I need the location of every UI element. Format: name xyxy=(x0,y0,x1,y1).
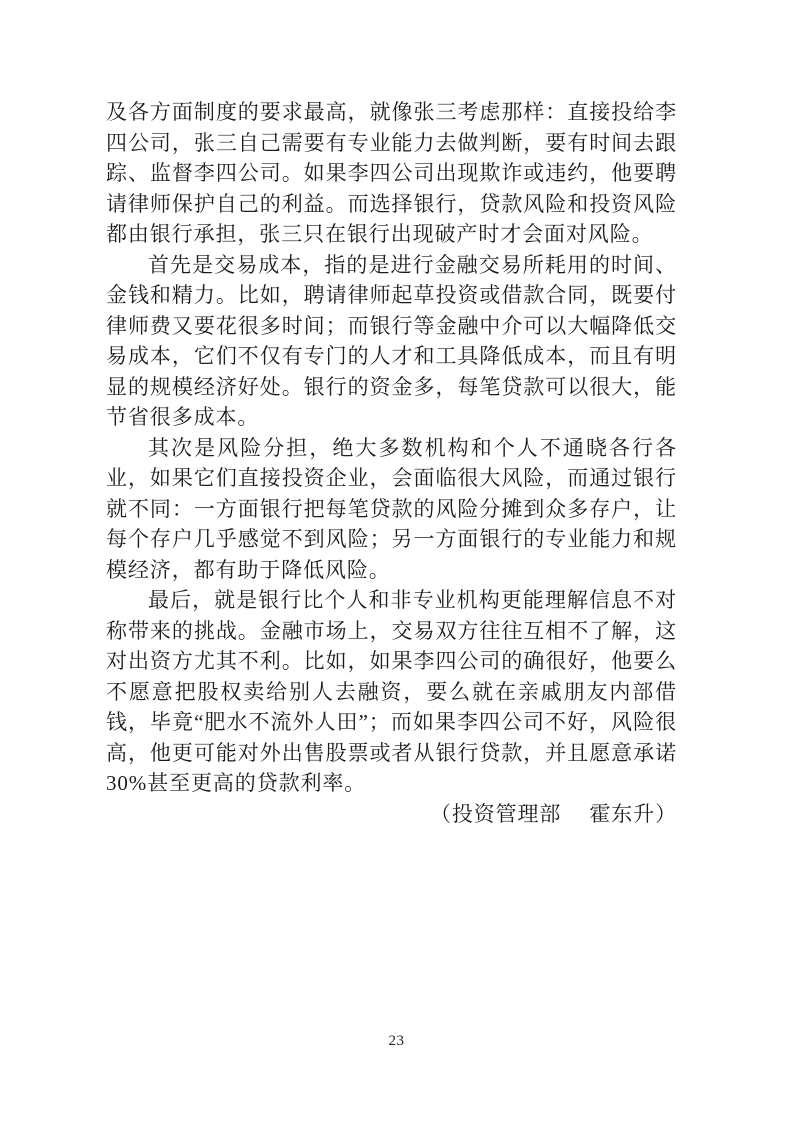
paragraph-transaction-costs: 首先是交易成本，指的是进行金融交易所耗用的时间、金钱和精力。比如，聘请律师起草投资或借款合同，既要付律师费又要花很多时间；而银行等金融中介可以大幅降低交易成本，它们不仅有专门的人才和工具降低成本，而且有明显的规模经济好处。银行的资金多，每笔贷款可以很大，能节省很多成本。 xyxy=(106,252,677,429)
attribution-line: （投资管理部 霍东升） xyxy=(429,801,677,826)
body-text-block xyxy=(106,97,677,829)
paragraph-risk-sharing: 其次是风险分担，绝大多数机构和个人不通晓各行各业，如果它们直接投资企业，会面临很大风险，而通过银行就不同：一方面银行把每笔贷款的风险分摊到众多存户，让每个存户几乎感觉不到风险；另一方面银行的专业能力和规模经济，都有助于降低风险。 xyxy=(106,435,677,582)
page-number: 23 xyxy=(388,1033,405,1049)
paragraph-information-asymmetry: 最后，就是银行比个人和非专业机构更能理解信息不对称带来的挑战。金融市场上，交易双方往往互相不了解，这对出资方尤其不利。比如，如果李四公司的确很好，他要么不愿意把股权卖给别人去融资，要么就在亲戚朋友内部借钱，毕竟“肥水不流外人田”；而如果李四公司不好，风险很高，他更可能对外出售股票或者从银行贷款，并且愿意承诺 30%甚至更高的贷款利率。 xyxy=(106,588,677,795)
paragraph-continuation-direct-investment: 及各方面制度的要求最高，就像张三考虑那样：直接投给李四公司，张三自己需要有专业能力去做判断，要有时间去跟踪、监督李四公司。如果李四公司出现欺诈或违约，他要聘请律师保护自己的利益。而选择银行，贷款风险和投资风险都由银行承担，张三只在银行出现破产时才会面对风险。 xyxy=(106,100,677,246)
